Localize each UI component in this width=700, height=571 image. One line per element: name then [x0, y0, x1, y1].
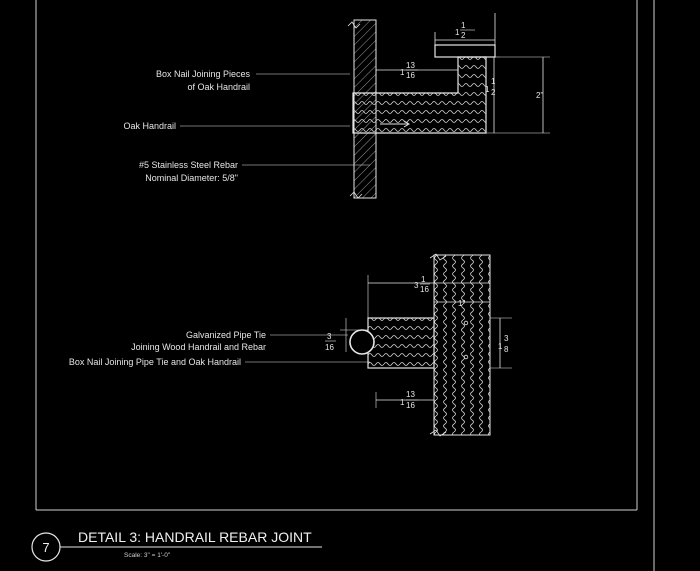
dim-bottom-bottom [376, 390, 434, 410]
dim-pipe-den: 16 [325, 343, 334, 352]
dim-left-den: 16 [406, 71, 415, 80]
dim-bottom-right [490, 318, 512, 368]
dim-left-whole: 1 [400, 68, 405, 77]
dim-right-whole: 1 [485, 85, 490, 94]
label-box-nail-pipe: Box Nail Joining Pipe Tie and Oak Handrail [68, 357, 241, 367]
label-rebar-2: Nominal Diameter: 5/8" [145, 173, 238, 183]
dim-top [435, 13, 495, 45]
sheet-frame [36, 0, 654, 571]
rebar-circle [350, 330, 374, 354]
label-box-nail-1: Box Nail Joining Pieces [155, 69, 250, 79]
dim-b-right-whole: 1 [498, 342, 503, 351]
dim-b-bottom-num: 13 [406, 390, 415, 399]
dim-top-den: 2 [461, 31, 466, 40]
dim-b-top-whole: 3 [414, 281, 419, 290]
title-block [32, 529, 322, 561]
dim-b-top-num: 1 [421, 275, 426, 284]
dim-left [376, 61, 458, 93]
label-pipe-tie-2: Joining Wood Handrail and Rebar [131, 342, 266, 352]
dim-inner-label: 1" [458, 299, 466, 308]
top-detail [123, 13, 550, 198]
dim-overall-label: 2" [536, 91, 544, 100]
oak-vertical-member [434, 255, 490, 435]
oak-horizontal-member [368, 318, 434, 368]
dim-b-right-den: 8 [504, 345, 509, 354]
handrail-cap [435, 45, 495, 57]
dim-top-whole: 1 [455, 28, 460, 37]
dim-b-right-num: 3 [504, 334, 509, 343]
dim-b-bottom-den: 16 [406, 401, 415, 410]
detail-title: DETAIL 3: HANDRAIL REBAR JOINT [78, 529, 312, 545]
detail-number: 7 [42, 540, 50, 555]
detail-scale: Scale: 3" = 1'-0" [124, 552, 171, 559]
label-rebar-1: #5 Stainless Steel Rebar [138, 160, 238, 170]
dim-right-num: 1 [491, 77, 496, 86]
dim-b-top-den: 16 [420, 285, 429, 294]
dim-top-num: 1 [461, 21, 466, 30]
dim-b-bottom-whole: 1 [400, 398, 405, 407]
dim-left-num: 13 [406, 61, 415, 70]
dim-overall [486, 57, 550, 133]
dim-right-den: 2 [491, 88, 496, 97]
bottom-detail [69, 254, 512, 436]
label-pipe-tie-1: Galvanized Pipe Tie [185, 330, 266, 340]
label-box-nail-2: of Oak Handrail [187, 82, 250, 92]
dim-pipe-num: 3 [327, 332, 332, 341]
dim-right [485, 57, 500, 133]
label-oak-handrail: Oak Handrail [123, 121, 176, 131]
